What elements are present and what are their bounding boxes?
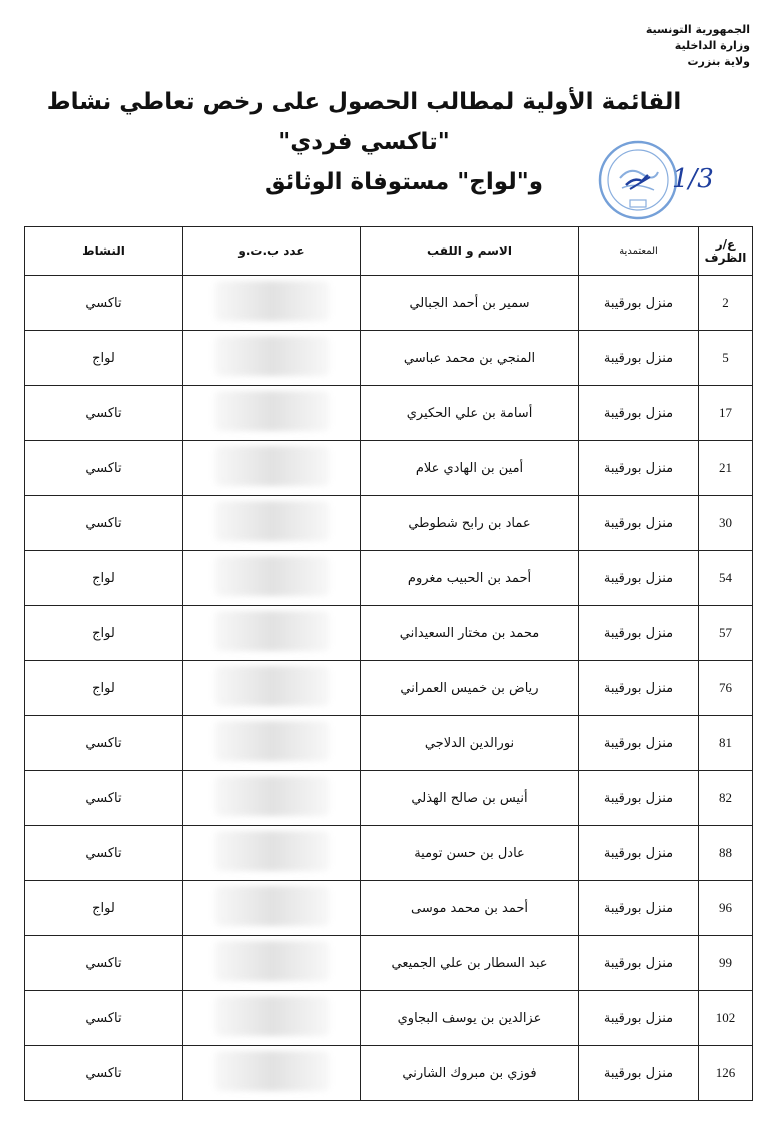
table-row — [25, 496, 753, 551]
redacted-blur — [214, 776, 330, 816]
title-line-1: القائمة الأولية لمطالب الحصول على رخص تعاطي نشاط "تاكسي فردي" — [46, 89, 682, 155]
table-row — [25, 991, 753, 1046]
cell-envelope-number: 126 — [699, 1046, 753, 1101]
header-activity: النشاط — [25, 227, 183, 276]
cell-name: أسامة بن علي الحكيري — [361, 386, 579, 441]
header-delegation: المعتمدية — [579, 227, 699, 276]
cell-delegation: منزل بورقيبة — [579, 276, 699, 331]
cell-id-number-redacted — [183, 386, 361, 441]
cell-envelope-number: 76 — [699, 661, 753, 716]
redacted-blur — [214, 611, 330, 651]
cell-name: عادل بن حسن تومية — [361, 826, 579, 881]
redacted-blur — [214, 501, 330, 541]
header-envelope-number: ع/ر الظرف — [699, 227, 753, 276]
table-row — [25, 881, 753, 936]
table-row — [25, 606, 753, 661]
redacted-blur — [214, 336, 330, 376]
redacted-blur — [214, 941, 330, 981]
cell-name: نورالدين الدلاجي — [361, 716, 579, 771]
cell-delegation: منزل بورقيبة — [579, 496, 699, 551]
cell-envelope-number: 82 — [699, 771, 753, 826]
header-name: الاسم و اللقب — [361, 227, 579, 276]
table-row — [25, 826, 753, 881]
cell-envelope-number: 54 — [699, 551, 753, 606]
cell-activity: تاكسي — [25, 441, 183, 496]
cell-id-number-redacted — [183, 881, 361, 936]
cell-name: المنجي بن محمد عباسي — [361, 331, 579, 386]
table-row — [25, 276, 753, 331]
cell-name: رياض بن خميس العمراني — [361, 661, 579, 716]
redacted-blur — [214, 721, 330, 761]
cell-activity: تاكسي — [25, 496, 183, 551]
cell-activity: تاكسي — [25, 1046, 183, 1101]
cell-activity: لواج — [25, 551, 183, 606]
cell-name: عماد بن رابح شطوطي — [361, 496, 579, 551]
cell-envelope-number: 5 — [699, 331, 753, 386]
signature-icon — [620, 155, 715, 200]
ministry-header — [646, 22, 750, 70]
cell-activity: تاكسي — [25, 386, 183, 441]
cell-id-number-redacted — [183, 331, 361, 386]
cell-delegation: منزل بورقيبة — [579, 991, 699, 1046]
table-row — [25, 551, 753, 606]
header-governorate: ولاية بنزرت — [687, 55, 750, 68]
cell-activity: تاكسي — [25, 716, 183, 771]
applicants-table — [24, 226, 753, 1101]
cell-name: أنيس بن صالح الهذلي — [361, 771, 579, 826]
cell-name: أحمد بن الحبيب مغروم — [361, 551, 579, 606]
redacted-blur — [214, 831, 330, 871]
cell-id-number-redacted — [183, 496, 361, 551]
cell-id-number-redacted — [183, 1046, 361, 1101]
cell-delegation: منزل بورقيبة — [579, 331, 699, 386]
cell-activity: تاكسي — [25, 991, 183, 1046]
cell-envelope-number: 57 — [699, 606, 753, 661]
redacted-blur — [214, 1051, 330, 1091]
cell-activity: تاكسي — [25, 936, 183, 991]
cell-activity: لواج — [25, 331, 183, 386]
redacted-blur — [214, 666, 330, 706]
cell-activity: تاكسي — [25, 276, 183, 331]
cell-envelope-number: 102 — [699, 991, 753, 1046]
header-ministry: وزارة الداخلية — [674, 39, 750, 52]
cell-delegation: منزل بورقيبة — [579, 386, 699, 441]
table-row — [25, 331, 753, 386]
cell-delegation: منزل بورقيبة — [579, 771, 699, 826]
redacted-blur — [214, 556, 330, 596]
table-header-row — [25, 227, 753, 276]
cell-id-number-redacted — [183, 991, 361, 1046]
cell-delegation: منزل بورقيبة — [579, 826, 699, 881]
cell-envelope-number: 2 — [699, 276, 753, 331]
cell-name: فوزي بن مبروك الشارني — [361, 1046, 579, 1101]
cell-id-number-redacted — [183, 826, 361, 881]
cell-activity: تاكسي — [25, 826, 183, 881]
cell-id-number-redacted — [183, 716, 361, 771]
cell-name: عبد السطار بن علي الجميعي — [361, 936, 579, 991]
cell-delegation: منزل بورقيبة — [579, 936, 699, 991]
cell-name: عزالدين بن يوسف البجاوي — [361, 991, 579, 1046]
redacted-blur — [214, 391, 330, 431]
cell-delegation: منزل بورقيبة — [579, 661, 699, 716]
cell-delegation: منزل بورقيبة — [579, 551, 699, 606]
cell-activity: لواج — [25, 606, 183, 661]
cell-id-number-redacted — [183, 661, 361, 716]
cell-envelope-number: 96 — [699, 881, 753, 936]
table-row — [25, 936, 753, 991]
cell-id-number-redacted — [183, 441, 361, 496]
cell-delegation: منزل بورقيبة — [579, 1046, 699, 1101]
cell-delegation: منزل بورقيبة — [579, 881, 699, 936]
table-row — [25, 716, 753, 771]
signature-text: 1/3 — [672, 164, 714, 194]
cell-envelope-number: 99 — [699, 936, 753, 991]
cell-name: أمين بن الهادي علام — [361, 441, 579, 496]
cell-activity: لواج — [25, 661, 183, 716]
table-row — [25, 661, 753, 716]
cell-id-number-redacted — [183, 771, 361, 826]
cell-activity: لواج — [25, 881, 183, 936]
table-row — [25, 386, 753, 441]
cell-envelope-number: 30 — [699, 496, 753, 551]
table-row — [25, 441, 753, 496]
cell-id-number-redacted — [183, 551, 361, 606]
redacted-blur — [214, 996, 330, 1036]
cell-delegation: منزل بورقيبة — [579, 716, 699, 771]
cell-id-number-redacted — [183, 936, 361, 991]
table-row — [25, 1046, 753, 1101]
cell-id-number-redacted — [183, 606, 361, 661]
title-line-2: و"لواج" مستوفاة الوثائق — [264, 169, 544, 195]
cell-name: أحمد بن محمد موسى — [361, 881, 579, 936]
header-id-number: عدد ب.ت.و — [183, 227, 361, 276]
table-row — [25, 771, 753, 826]
cell-activity: تاكسي — [25, 771, 183, 826]
cell-envelope-number: 88 — [699, 826, 753, 881]
redacted-blur — [214, 446, 330, 486]
cell-delegation: منزل بورقيبة — [579, 606, 699, 661]
cell-envelope-number: 17 — [699, 386, 753, 441]
redacted-blur — [214, 886, 330, 926]
cell-name: محمد بن مختار السعيداني — [361, 606, 579, 661]
cell-name: سمير بن أحمد الجبالي — [361, 276, 579, 331]
cell-envelope-number: 21 — [699, 441, 753, 496]
redacted-blur — [214, 281, 330, 321]
cell-delegation: منزل بورقيبة — [579, 441, 699, 496]
cell-envelope-number: 81 — [699, 716, 753, 771]
cell-id-number-redacted — [183, 276, 361, 331]
header-country: الجمهورية التونسية — [645, 23, 750, 36]
